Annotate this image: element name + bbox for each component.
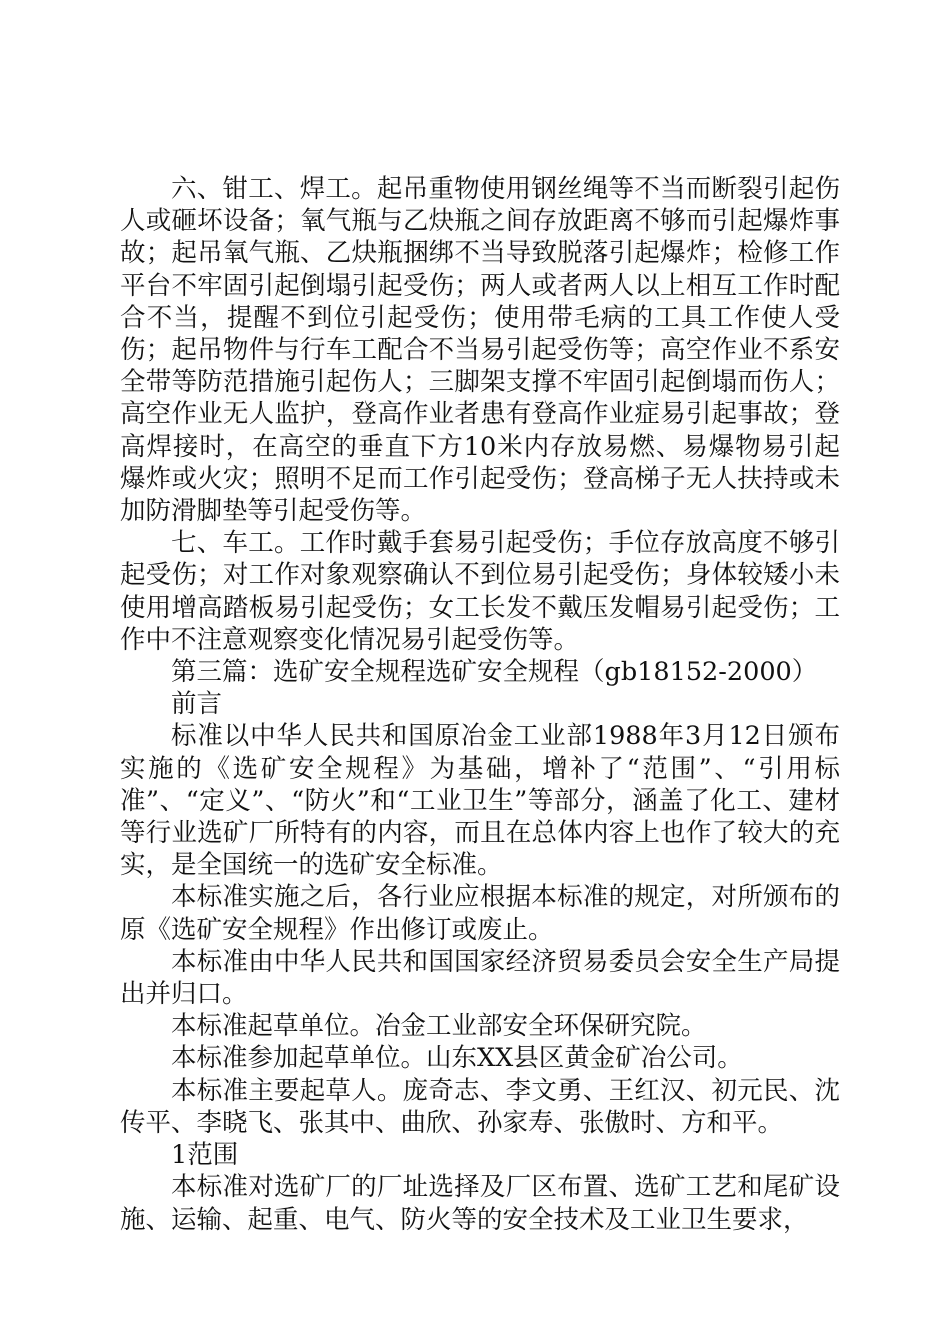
paragraph-participating-unit: 本标准参加起草单位。山东XX县区黄金矿冶公司。 (171, 1043, 743, 1074)
heading-scope: 1范围 (171, 1140, 239, 1171)
document-page (120, 173, 840, 1236)
paragraph-fitter-welder: 六、钳工、焊工。起吊重物使用钢丝绳等不当而断裂引起伤人或砸坏设备；氧气瓶与乙炔瓶之间存放距离不够而引起爆炸事故；起吊氧气瓶、乙炔瓶捆绑不当导致脱落引起爆炸；检修工作平台不牢固引起倒塌引起受伤；两人或者两人以上相互工作时配合不当，提醒不到位引起受伤；使用带毛病的工具工作使人受伤；起吊物件与行车工配合不当易引起受伤等；高空作业不系安全带等防范措施引起伤人；三脚架支撑不牢固引起倒塌而伤人；高空作业无人监护，登高作业者患有登高作业症易引起事故；登高焊接时，在高空的垂直下方10米内存放易燃、易爆物易引起爆炸或火灾；照明不足而工作引起受伤；登高梯子无人扶持或未加防滑脚垫等引起受伤等。 (120, 174, 840, 527)
paragraph-drafters: 本标准主要起草人。庞奇志、李文勇、王红汉、初元民、沈传平、李晓飞、张其中、曲欣、孙家寿、张傲时、方和平。 (120, 1075, 840, 1138)
paragraph-lathe-worker: 七、车工。工作时戴手套易引起受伤；手位存放高度不够引起受伤；对工作对象观察确认不到位易引起受伤；身体较矮小未使用增高踏板易引起受伤；女工长发不戴压发帽易引起受伤；工作中不注意观察变化情况易引起受伤等。 (120, 528, 840, 655)
paragraph-standard-basis: 标准以中华人民共和国原冶金工业部1988年3月12日颁布实施的《选矿安全规程》为基础，增补了“范围”、“引用标准”、“定义”、“防火”和“工业卫生”等部分，涵盖了化工、建材等行业选矿厂所特有的内容，而且在总体内容上也作了较大的充实，是全国统一的选矿安全标准。 (120, 721, 840, 881)
paragraph-proposed-by: 本标准由中华人民共和国国家经济贸易委员会安全生产局提出并归口。 (120, 946, 840, 1010)
paragraph-drafting-unit: 本标准起草单位。冶金工业部安全环保研究院。 (171, 1011, 707, 1042)
heading-foreword: 前言 (171, 689, 223, 720)
paragraph-scope-body: 本标准对选矿厂的厂址选择及厂区布置、选矿工艺和尾矿设施、运输、起重、电气、防火等的安全技术及工业卫生要求， (120, 1172, 840, 1235)
paragraph-implementation: 本标准实施之后，各行业应根据本标准的规定，对所颁布的原《选矿安全规程》作出修订或废止。 (120, 882, 840, 945)
section-heading-part-three: 第三篇：选矿安全规程选矿安全规程（gb18152-2000） (171, 657, 818, 688)
